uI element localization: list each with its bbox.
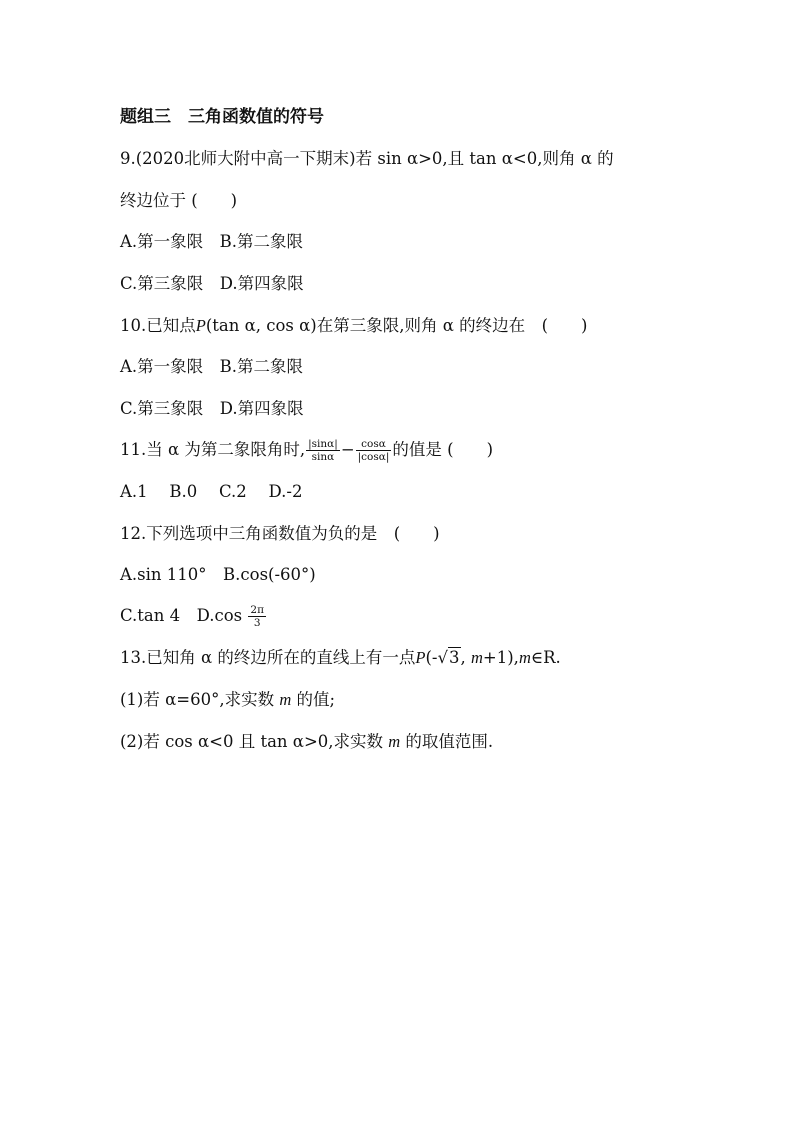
question-10-options-ab: A.第一象限 B.第二象限	[120, 357, 304, 376]
coord-close: +1),	[482, 648, 519, 667]
section-title: 题组三 三角函数值的符号	[120, 107, 324, 127]
part-2-suffix: 的取值范围.	[400, 732, 494, 751]
fraction-two-pi-over-three	[248, 604, 266, 629]
question-9-options-cd: C.第三象限 D.第四象限	[120, 274, 304, 293]
coord-separator: ,	[460, 648, 471, 667]
part-1-prefix: (1)若 α=60°,求实数	[120, 690, 280, 709]
question-11-options: A.1 B.0 C.2 D.-2	[120, 482, 303, 501]
fraction-numerator: |sinα|	[308, 438, 338, 450]
question-9-stem-continued: 终边位于 ( )	[120, 191, 238, 210]
fraction-numerator: cosα	[356, 438, 392, 451]
question-13-prefix: 13.已知角 α 的终边所在的直线上有一点	[120, 648, 416, 667]
variable-m: m	[471, 648, 483, 667]
question-12-options-cd-text: C.tan 4 D.cos	[120, 606, 248, 625]
fraction-cos-over-abs-cos	[356, 438, 392, 463]
variable-m: m	[388, 732, 401, 751]
question-9-stem: 9.(2020北师大附中高一下期末)若 sin α>0,且 tan α<0,则角 α 的	[120, 149, 614, 168]
question-13-part-2	[120, 731, 493, 753]
fraction-denominator: sinα	[311, 451, 335, 463]
variable-m: m	[518, 648, 531, 667]
question-12-options-ab: A.sin 110° B.cos(-60°)	[120, 565, 316, 584]
fraction-denominator: 3	[253, 617, 261, 629]
question-10-suffix: (tan α, cos α)在第三象限,则角 α 的终边在 ( )	[205, 316, 588, 335]
question-11-suffix: 的值是 ( )	[392, 440, 494, 459]
question-10-prefix: 10.已知点	[120, 316, 196, 335]
question-11-stem	[120, 438, 493, 463]
fraction-denominator: |cosα|	[357, 451, 390, 463]
point-label: P	[195, 316, 206, 335]
question-13-part-1	[120, 689, 335, 711]
sqrt-radicand: 3	[449, 648, 460, 667]
fraction-numerator: 2π	[250, 604, 264, 616]
question-11-prefix: 11.当 α 为第二象限角时,	[120, 440, 306, 459]
part-1-suffix: 的值;	[291, 690, 336, 709]
question-13-tail: ∈R.	[530, 648, 561, 667]
question-12-stem: 12.下列选项中三角函数值为负的是 ( )	[120, 524, 440, 543]
question-12-options-cd	[120, 604, 267, 629]
question-9-options-ab: A.第一象限 B.第二象限	[120, 232, 304, 251]
fraction-abs-sin-over-sin	[306, 438, 340, 463]
minus-sign: −	[340, 440, 355, 459]
coord-open: (-	[425, 648, 438, 667]
question-10-options-cd: C.第三象限 D.第四象限	[120, 399, 304, 418]
variable-m: m	[279, 690, 292, 709]
part-2-prefix: (2)若 cos α<0 且 tan α>0,求实数	[120, 732, 389, 751]
question-13-stem	[120, 647, 561, 669]
square-root	[437, 647, 460, 669]
point-label: P	[415, 648, 426, 667]
sqrt-sign: √	[437, 648, 448, 667]
question-10-stem	[120, 315, 587, 337]
